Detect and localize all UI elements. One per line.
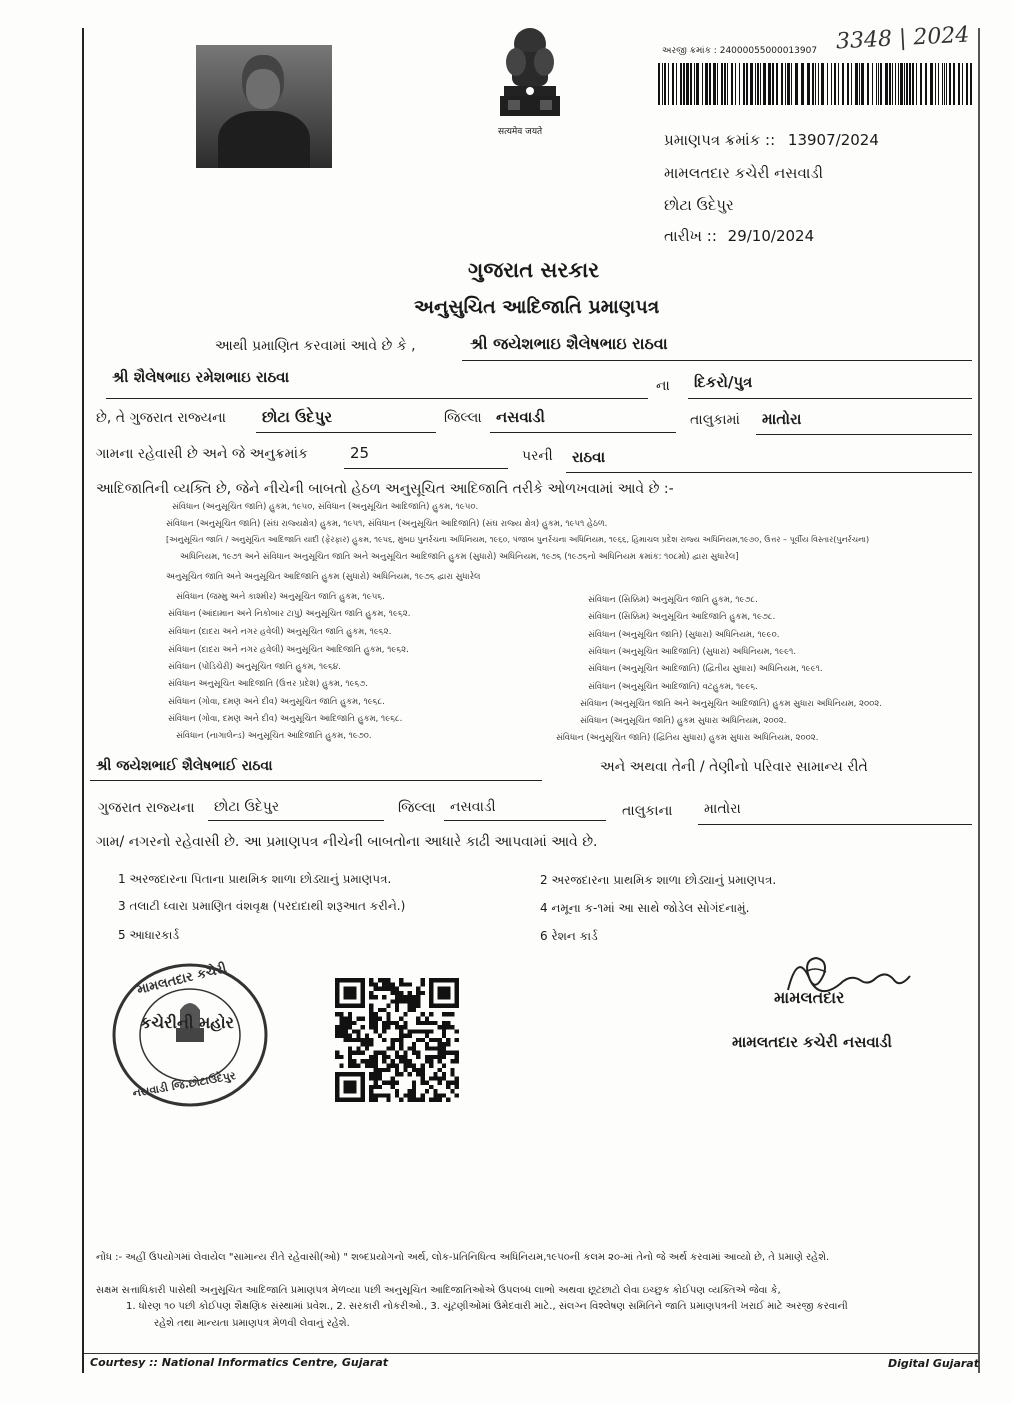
residence-state-prefix: ગુજરાત રાજ્યના — [98, 800, 195, 816]
stamp-middle-text: કચેરીની મહોર — [140, 1013, 234, 1032]
recognised-line: આદિજાતિની વ્યક્તિ છે, જેને નીચેની બાબતો હેઠળ અનુસૂચિત આદિજાતિ તરીકે ઓળખવામાં આવે છે :- — [96, 481, 674, 497]
order-right: સંવિધાન (સિક્કિમ) અનુસૂચિત આદિજાતિ હુકમ, ૧૯૭૮. — [588, 612, 776, 622]
order-line: સંવિધાન (અનુસૂચિત જાતિ) હુકમ, ૧૯૫૦, સંવિધાન (અનુસૂચિત આદિજાતિ) હુકમ, ૧૯૫૦. — [172, 502, 479, 512]
document-item: 4 નમૂના ક-૧માં આ સાથે જોડેલ સોગંદનામું. — [540, 901, 750, 915]
order-line: સંવિધાન (અનુસૂચિત જાતિ) (સંઘ રાજ્યક્ષેત્ર) હુકમ, ૧૯૫૧, સંવિધાન (અનુસૂચિત આદિજાતિ) (સંઘ રાજ્ય ક્ષેત્ર) હુકમ, ૧૯૫૧ હેઠળ. — [166, 519, 608, 529]
residence-taluka: નસવાડી — [450, 799, 496, 815]
order-left: સંવિધાન (ગોવા, દમણ અને દીવ) અનુસૂચિત આદિજાતિ હુકમ, ૧૯૬૮. — [168, 714, 403, 724]
issue-date: 29/10/2024 — [727, 227, 815, 245]
document-item: 3 તલાટી ધ્વારા પ્રમાણિત વંશવૃક્ષ (પરદાદાથી શરૂઆત કરીને.) — [118, 899, 406, 913]
state-prefix: છે, તે ગુજરાત રાજ્યના — [96, 410, 226, 426]
order-right: સંવિધાન (અનુસૂચિત જાતિ અને અનુસૂચિત આદિજાતિ) હુકમ સુધારા અધિનિયમ, ૨૦૦૨. — [580, 699, 882, 709]
stamp-top-text: મામલતદાર કચેરી — [135, 961, 229, 998]
order-right: સંવિધાન (અનુસૂચિત જાતિ) હુકમ સુધારા અધિનિયમ, ૨૦૦૨. — [580, 716, 787, 726]
applicant-name: શ્રી જયેશભાઇ શૈલેષભાઇ રાઠવા — [470, 334, 668, 353]
order-line: અધિનિયમ, ૧૯૭૧ અને સંવિધાન અનુસૂચિત જાતિ અને અનુસૂચિત આદિજાતિ હુકમ (સુધારો) અધિનિયમ, ૧૯૭૬ (૧૯૭૬નો અધિનિયમ ક્રમાંક: ૧૦૮મો) દ્વારા સુધારેલ] — [180, 552, 739, 562]
note-validity: રહેશે તથા માન્યતા પ્રમાણપત્ર મેળવી લેવાનું રહેશે. — [154, 1318, 350, 1329]
of-caste-label: પરની — [522, 448, 553, 464]
handwritten-number: 3348 | 2024 — [835, 22, 970, 55]
residence-applicant-name: શ્રી જયેશભાઈ શૈલેષભાઈ રાઠવા — [96, 758, 273, 774]
village-line: ગામ/ નગરનો રહેવાસી છે. આ પ્રમાણપત્ર નીચેની બાબતોના આધારે કાઢી આપવામાં આવે છે. — [96, 834, 598, 850]
order-left: સંવિધાન (જમ્મુ અને કાશ્મીર) અનુસૂચિત જાતિ હુકમ, ૧૯૫૬. — [176, 592, 385, 602]
taluka-label: તાલુકામાં — [690, 412, 740, 428]
barcode — [658, 63, 972, 105]
order-line: [અનુસૂચિત જાતિ / અનુસૂચિત આદિજાતિ યાદી (ફેરફાર) હુકમ, ૧૯૫૬, મુંબઇ પુનર્રચના અધિનિયમ, ૧૯૬૦, પંજાબ પુનર્રચના અધિનિયમ, ૧૯૬૬, હિમાચલ પ્રદેશ રાજ્ય અધિનિયમ,૧૯૭૦, ઉત્તર – પૂર્વીય વિસ્તાર(પુનર્રચના) — [166, 535, 870, 544]
footer-courtesy: Courtesy :: National Informatics Centre, Gujarat — [90, 1356, 389, 1369]
order-right: સંવિધાન (અનુસૂચિત આદિજાતિ) (સુધારા) અધિનિયમ, ૧૯૯૧. — [588, 647, 797, 657]
order-right: સંવિધાન (અનુસૂચિત જાતિ) (દ્વિતિય સુધારા) હુકમ સુધારા અધિનિયમ, ૨૦૦૨. — [556, 733, 819, 743]
order-right: સંવિધાન (અનુસૂચિત જાતિ) (સુધારા) અધિનિયમ, ૧૯૯૦. — [588, 630, 780, 640]
ashoka-emblem-icon — [490, 22, 570, 134]
caste: રાઠવા — [572, 448, 606, 466]
certificate-number-line — [664, 131, 879, 149]
note-benefits-list: 1. ધોરણ ૧૦ પછી કોઈપણ શૈક્ષણિક સંસ્થામાં પ્રવેશ., 2. સરકારી નોકરીઓ., 3. ચૂંટણીઓમાં ઉમેદવારી માટે., સંલગ્ન વિશ્લેષણ સમિતિને જાતિ પ્રમાણપત્રની ખરાઈ માટે અરજી કરવાની — [126, 1301, 848, 1312]
signatory-office: મામલતદાર કચેરી નસવાડી — [732, 1033, 892, 1051]
note-benefits: સક્ષમ સત્તાધિકારી પાસેથી અનુસૂચિત આદિજાતિ પ્રમાણપત્ર મેળવ્યા પછી અનુસૂચિત આદિજાતિઓએ ઉપલબ્ધ લાભો અથવા છૂટછાટો લેવા ઇચ્છુક કોઈપણ વ્યક્તિએ જેવા કે, — [96, 1285, 781, 1296]
village-prefix: ગામના રહેવાસી છે અને જે અનુક્રમાંક — [96, 446, 308, 462]
order-left: સંવિધાન (આંદામાન અને નિકોબાર ટાપુ) અનુસૂચિત જાતિ હુકમ, ૧૯૬૨. — [168, 609, 411, 619]
left-border — [82, 28, 84, 1373]
certificate-number-label: પ્રમાણપત્ર ક્રમાંક :: — [664, 131, 776, 149]
date-label: તારીખ :: — [664, 227, 717, 245]
note-usual-resident: નોંધ :- અહીં ઉપયોગમાં લેવાયેલ "સામાન્ય રીતે રહેવાસી(ઓ) " શબ્દપ્રયોગનો અર્થ, લોક-પ્રતિનિધિત્વ અધિનિયમ,૧૯૫૦ની કલમ ૨૦-માં તેનો જે અર્થ કરવામાં આવ્યો છે, તે પ્રમાણે રહેશે. — [96, 1252, 830, 1263]
district-name: છોટા ઉદેપુર — [664, 196, 734, 214]
body-district: છોટા ઉદેપુર — [262, 408, 333, 426]
document-item: 6 રેશન કાર્ડ — [540, 929, 598, 943]
order-right: સંવિધાન (અનુસૂચિત આદિજાતિ) વટહુકમ, ૧૯૯૬. — [588, 682, 758, 692]
family-text: અને અથવા તેની / તેણીનો પરિવાર સામાન્ય રીતે — [600, 759, 868, 775]
right-border — [978, 28, 980, 1373]
order-right: સંવિધાન (સિક્કિમ) અનુસૂચિત જાતિ હુકમ, ૧૯૭૮. — [588, 595, 758, 605]
document-item: 5 આધારકાર્ડ — [118, 928, 180, 942]
qr-code — [332, 978, 462, 1102]
stamp-bottom-text: નસવાડી જિ.છોટાઉદેપુર — [131, 1069, 237, 1100]
residence-taluka-label: તાલુકાના — [622, 803, 673, 819]
residence-district: છોટા ઉદેપુર — [214, 799, 280, 815]
residence-village: માતોરા — [704, 801, 741, 817]
order-left: સંવિધાન (પોંડિચેરી) અનુસૂચિત જાતિ હુકમ, ૧૯૬૪. — [168, 662, 341, 672]
district-label: જિલ્લા — [444, 410, 482, 426]
office-name: મામલતદાર કચેરી નસવાડી — [664, 164, 823, 182]
order-left: સંવિધાન (નાગાલેન્ડ) અનુસૂચિત આદિજાતિ હુકમ, ૧૯૭૦. — [176, 731, 372, 741]
application-number-label: અરજી ક્રમાંક : — [662, 46, 717, 56]
order-left: સંવિધાન (દાદરા અને નગર હવેલી) અનુસૂચિત જાતિ હુકમ, ૧૯૬૨. — [168, 627, 392, 637]
application-number: 24000055000013907 — [719, 46, 818, 56]
serial-number: 25 — [350, 444, 370, 462]
father-name: શ્રી શૈલેષભાઇ રમેશભાઇ રાઠવા — [112, 368, 290, 386]
of-label: ના — [656, 378, 670, 394]
residence-district-label: જિલ્લા — [398, 800, 436, 816]
footer-digital-gujarat: Digital Gujarat — [888, 1357, 979, 1370]
certificate-number: 13907/2024 — [787, 131, 879, 149]
body-taluka: નસવાડી — [496, 408, 545, 426]
order-left: સંવિધાન અનુસૂચિત આદિજાતિ (ઉત્તર પ્રદેશ) હુકમ, ૧૯૬૭. — [168, 679, 369, 689]
order-right: સંવિધાન (અનુસૂચિત આદિજાતિ) (દ્વિતીય સુધારા) અધિનિયમ, ૧૯૯૧. — [588, 664, 823, 674]
order-line: અનુસૂચિત જાતિ અને અનુસૂચિત આદિજાતિ હુકમ (સુધારો) અધિનિયમ, ૧૯૭૬ દ્વારા સુધારેલ — [166, 572, 481, 582]
certify-prefix: આથી પ્રમાણિત કરવામાં આવે છે કે , — [215, 338, 416, 354]
body-village: માતોરા — [762, 410, 802, 428]
signatory-title: મામલતદાર — [774, 988, 845, 1007]
relation: દિકરો/પુત્ર — [694, 373, 753, 391]
title-government: ગુજરાત સરકાર — [468, 258, 600, 282]
order-left: સંવિધાન (ગોવા, દમણ અને દીવ) અનુસૂચિત જાતિ હુકમ, ૧૯૬૮. — [168, 697, 385, 707]
title-certificate: અનુસુચિત આદિજાતિ પ્રમાણપત્ર — [414, 296, 660, 318]
date-line — [664, 227, 814, 245]
application-number-line — [662, 46, 817, 56]
document-item: 1 અરજદારના પિતાના પ્રાથમિક શાળા છોડ્યાનું પ્રમાણપત્ર. — [118, 872, 392, 886]
document-item: 2 અરજદારના પ્રાથમિક શાળા છોડ્યાનું પ્રમાણપત્ર. — [540, 873, 777, 887]
applicant-photo — [196, 45, 332, 168]
emblem-motto: सत्यमेव जयते — [498, 127, 543, 137]
order-left: સંવિધાન (દાદરા અને નગર હવેલી) અનુસૂચિત આદિજાતિ હુકમ, ૧૯૬૨. — [168, 645, 409, 655]
